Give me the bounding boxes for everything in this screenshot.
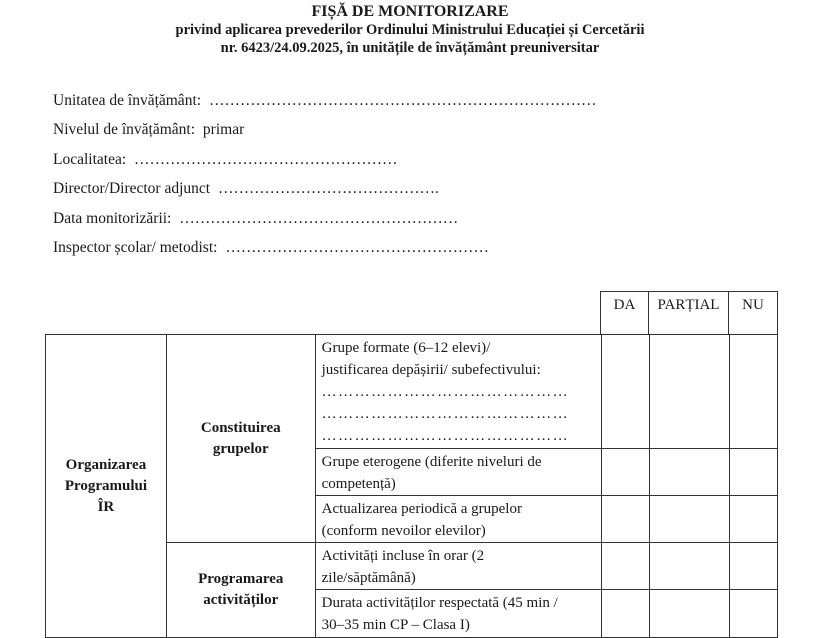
- criterion-text: Activități incluse în orar (2: [321, 548, 485, 564]
- checkbox-cell-partial[interactable]: [650, 543, 730, 590]
- document-subtitle-line-1: privind aplicarea prevederilor Ordinului Ministrului Educației și Cercetării: [175, 22, 645, 38]
- field-school-unit: [53, 86, 596, 115]
- criterion-text: competență): [321, 476, 396, 492]
- criterion-text: Actualizarea periodică a grupelor: [321, 501, 522, 517]
- criterion-text: Grupe formate (6–12 elevi)/: [321, 340, 491, 356]
- field-director: [53, 174, 596, 203]
- criterion-cell: [315, 335, 601, 449]
- group-cell-programare: [166, 543, 315, 638]
- criterion-text: (conform nevoilor elevilor): [321, 523, 486, 539]
- field-value: primar: [202, 121, 245, 139]
- checkbox-cell-partial[interactable]: [650, 449, 730, 496]
- checkbox-cell-nu[interactable]: [730, 449, 778, 496]
- criterion-text: Grupe eterogene (diferite niveluri de: [321, 454, 542, 470]
- document-header: [0, 2, 820, 57]
- criterion-text: 30–35 min CP – Clasa I): [321, 617, 470, 633]
- checkbox-cell-da[interactable]: [601, 590, 650, 638]
- area-label-line: Organizarea: [65, 456, 147, 473]
- area-label-line: Programului: [64, 477, 148, 494]
- checkbox-cell-da[interactable]: [601, 496, 650, 543]
- checkbox-cell-da[interactable]: [601, 543, 650, 590]
- field-label: Director/Director adjunct: [53, 180, 211, 198]
- column-header-partial: PARȚIAL: [649, 292, 729, 335]
- field-label: Nivelul de învățământ:: [53, 121, 196, 139]
- criterion-text: zile/săptămână): [321, 570, 416, 586]
- checkbox-cell-nu[interactable]: [730, 496, 778, 543]
- field-locality: [53, 145, 596, 174]
- field-label: Localitatea:: [53, 150, 127, 168]
- criterion-cell: [315, 449, 601, 496]
- area-cell: [46, 335, 167, 638]
- document-subtitle-line-2: nr. 6423/24.09.2025, în unitățile de învățământ preuniversitar: [220, 40, 600, 56]
- group-cell-constituire: [166, 335, 315, 543]
- table-row: [46, 335, 778, 449]
- checkbox-cell-partial[interactable]: [650, 590, 730, 638]
- criterion-text: justificarea depășirii/ subefectivului:: [321, 362, 541, 378]
- field-label: Unitatea de învățământ:: [53, 92, 202, 109]
- field-inspector: [53, 233, 596, 262]
- field-value: …………………………………….: [217, 180, 439, 198]
- field-value: ……………………………………………: [225, 238, 489, 256]
- criterion-cell: [315, 590, 601, 638]
- field-label: Inspector școlar/ metodist:: [53, 238, 218, 256]
- column-header-nu: NU: [729, 292, 778, 335]
- checkbox-cell-partial[interactable]: [650, 335, 730, 449]
- checkbox-cell-partial[interactable]: [650, 496, 730, 543]
- area-label-line: ÎR: [97, 498, 115, 515]
- field-value: ……………………………………………: [134, 150, 398, 168]
- criterion-cell: [315, 496, 601, 543]
- checkbox-cell-nu[interactable]: [730, 543, 778, 590]
- checkbox-cell-da[interactable]: [601, 449, 650, 496]
- field-value: …………………………………………………………………: [208, 92, 597, 109]
- monitoring-table: [45, 334, 778, 638]
- fill-in-dots: ………………………………………: [321, 428, 570, 444]
- column-header-da: DA: [601, 292, 649, 335]
- field-value: ………………………………………………: [179, 209, 459, 227]
- field-education-level: [53, 115, 596, 144]
- identification-fields: [53, 86, 596, 262]
- group-label-line: grupelor: [212, 440, 269, 457]
- checkbox-cell-nu[interactable]: [730, 590, 778, 638]
- group-label-line: activităților: [203, 592, 279, 608]
- document-title: FIȘĂ DE MONITORIZARE: [311, 3, 509, 20]
- field-label: Data monitorizării:: [53, 209, 172, 227]
- fill-in-dots: ………………………………………: [321, 406, 570, 422]
- group-label-line: Constituirea: [200, 419, 281, 436]
- fill-in-dots: ………………………………………: [321, 384, 570, 400]
- checkbox-cell-nu[interactable]: [730, 335, 778, 449]
- field-monitoring-date: [53, 204, 596, 233]
- criterion-cell: [315, 543, 601, 590]
- criterion-text: Durata activităților respectată (45 min /: [321, 595, 558, 611]
- answer-columns-header: [600, 291, 778, 335]
- checkbox-cell-da[interactable]: [601, 335, 650, 449]
- group-label-line: Programarea: [198, 571, 284, 587]
